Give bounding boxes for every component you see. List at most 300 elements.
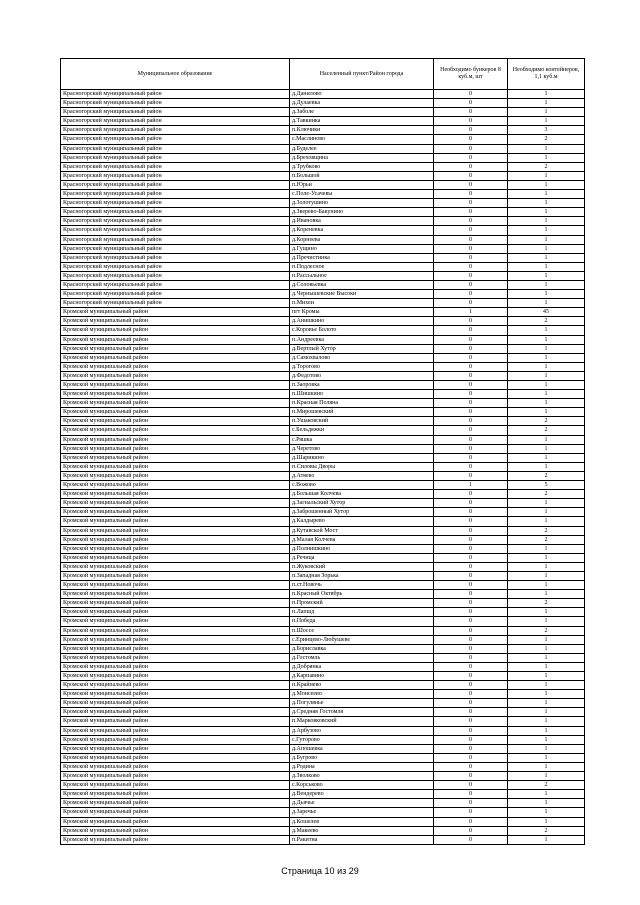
table-row [61, 399, 585, 408]
cell-settlement: с.Ряшка [290, 435, 434, 444]
cell-bunkers: 0 [434, 362, 508, 371]
cell-containers: 1 [508, 271, 585, 280]
cell-bunkers: 0 [434, 653, 508, 662]
table-row [61, 708, 585, 717]
cell-settlement: п.Михеи [290, 299, 434, 308]
cell-settlement: с.Еринцево-Любушеве [290, 635, 434, 644]
cell-containers: 1 [508, 299, 585, 308]
cell-municipality: Кромской муниципальный район [61, 526, 290, 535]
cell-settlement: п.Шишкино [290, 390, 434, 399]
cell-containers: 1 [508, 744, 585, 753]
table-row [61, 790, 585, 799]
table-header-row [61, 59, 585, 90]
header-bunkers: Необходимо бункеров 8 куб.м, шт [434, 59, 508, 90]
cell-settlement: д.Большая Колчева [290, 490, 434, 499]
cell-bunkers: 0 [434, 262, 508, 271]
table-row [61, 544, 585, 553]
cell-municipality: Кромской муниципальный район [61, 808, 290, 817]
cell-containers: 1 [508, 290, 585, 299]
cell-bunkers: 0 [434, 190, 508, 199]
cell-municipality: Кромской муниципальный район [61, 326, 290, 335]
table-row [61, 426, 585, 435]
cell-bunkers: 0 [434, 144, 508, 153]
cell-settlement: д.Тавкинка [290, 117, 434, 126]
cell-bunkers: 0 [434, 290, 508, 299]
table-row [61, 371, 585, 380]
table-row [61, 262, 585, 271]
table-row [61, 199, 585, 208]
cell-municipality: Кромской муниципальный район [61, 562, 290, 571]
cell-settlement: д.Кореневка [290, 226, 434, 235]
cell-municipality: Кромской муниципальный район [61, 735, 290, 744]
cell-settlement: п.Юрьи [290, 180, 434, 189]
table-row [61, 135, 585, 144]
cell-municipality: Кромской муниципальный район [61, 799, 290, 808]
cell-municipality: Красногорский муниципальный район [61, 226, 290, 235]
cell-containers: 1 [508, 672, 585, 681]
cell-municipality: Кромской муниципальный район [61, 344, 290, 353]
cell-containers: 1 [508, 553, 585, 562]
cell-settlement: д.Малая Колчева [290, 535, 434, 544]
table-row [61, 317, 585, 326]
cell-containers: 5 [508, 481, 585, 490]
cell-bunkers: 0 [434, 817, 508, 826]
table-row [61, 526, 585, 535]
cell-settlement: д.Бреховщина [290, 153, 434, 162]
cell-bunkers: 0 [434, 317, 508, 326]
cell-settlement: п.ст.Новочь [290, 581, 434, 590]
cell-settlement: д.Гущино [290, 244, 434, 253]
cell-settlement: п.Лапшд [290, 608, 434, 617]
cell-containers: 2 [508, 599, 585, 608]
cell-bunkers: 0 [434, 571, 508, 580]
cell-bunkers: 0 [434, 781, 508, 790]
cell-municipality: Красногорский муниципальный район [61, 171, 290, 180]
cell-municipality: Красногорский муниципальный район [61, 190, 290, 199]
cell-settlement: п.Красный Октябрь [290, 590, 434, 599]
header-settlement: Населенный пункт/Район города [290, 59, 434, 90]
cell-settlement: д.Карпавино [290, 672, 434, 681]
cell-bunkers: 0 [434, 235, 508, 244]
cell-settlement: п.Ушаковский [290, 417, 434, 426]
cell-containers: 1 [508, 790, 585, 799]
cell-municipality: Кромской муниципальный район [61, 690, 290, 699]
cell-settlement: д.Зволково [290, 772, 434, 781]
cell-municipality: Кромской муниципальный район [61, 744, 290, 753]
cell-containers: 2 [508, 135, 585, 144]
table-row [61, 353, 585, 362]
cell-bunkers: 0 [434, 835, 508, 844]
cell-municipality: Кромской муниципальный район [61, 653, 290, 662]
cell-settlement: д.Гостомль [290, 653, 434, 662]
cell-municipality: Кромской муниципальный район [61, 490, 290, 499]
cell-settlement: п.Заоровка [290, 381, 434, 390]
table-row [61, 553, 585, 562]
cell-municipality: Красногорский муниципальный район [61, 99, 290, 108]
cell-bunkers: 0 [434, 417, 508, 426]
cell-bunkers: 0 [434, 608, 508, 617]
cell-containers: 1 [508, 762, 585, 771]
cell-containers: 1 [508, 180, 585, 189]
cell-containers: 1 [508, 117, 585, 126]
table-row [61, 444, 585, 453]
table-row [61, 826, 585, 835]
table-row [61, 126, 585, 135]
cell-municipality: Кромской муниципальный район [61, 499, 290, 508]
cell-bunkers: 0 [434, 644, 508, 653]
cell-settlement: д.Макеево [290, 826, 434, 835]
cell-municipality: Кромской муниципальный район [61, 581, 290, 590]
cell-settlement: д.Буделее [290, 144, 434, 153]
cell-containers: 2 [508, 526, 585, 535]
cell-containers: 2 [508, 826, 585, 835]
cell-containers: 1 [508, 562, 585, 571]
cell-containers: 1 [508, 581, 585, 590]
table-row [61, 672, 585, 681]
table-row [61, 235, 585, 244]
cell-bunkers: 0 [434, 108, 508, 117]
cell-bunkers: 0 [434, 517, 508, 526]
table-row [61, 608, 585, 617]
cell-containers: 2 [508, 317, 585, 326]
cell-containers: 1 [508, 90, 585, 99]
cell-bunkers: 0 [434, 126, 508, 135]
table-row [61, 453, 585, 462]
cell-containers: 2 [508, 626, 585, 635]
cell-municipality: Красногорский муниципальный район [61, 90, 290, 99]
cell-containers: 1 [508, 799, 585, 808]
table-row [61, 481, 585, 490]
table-row [61, 499, 585, 508]
cell-bunkers: 0 [434, 617, 508, 626]
table-row [61, 217, 585, 226]
cell-municipality: Кромской муниципальный район [61, 553, 290, 562]
cell-settlement: п.Крайнево [290, 681, 434, 690]
table-row [61, 299, 585, 308]
cell-settlement: д.Апошевка [290, 744, 434, 753]
table-row [61, 644, 585, 653]
cell-municipality: Красногорский муниципальный район [61, 208, 290, 217]
cell-settlement: с.Вожово [290, 481, 434, 490]
table-body [61, 90, 585, 845]
cell-municipality: Красногорский муниципальный район [61, 126, 290, 135]
cell-settlement: д.Заболе [290, 108, 434, 117]
table-row [61, 99, 585, 108]
cell-municipality: Кромской муниципальный район [61, 644, 290, 653]
cell-municipality: Кромской муниципальный район [61, 708, 290, 717]
table-row [61, 535, 585, 544]
cell-municipality: Кромской муниципальный район [61, 453, 290, 462]
cell-settlement: п.Западная Зорька [290, 571, 434, 580]
cell-containers: 1 [508, 190, 585, 199]
cell-municipality: Красногорский муниципальный район [61, 108, 290, 117]
cell-municipality: Кромской муниципальный район [61, 626, 290, 635]
cell-settlement: д.Вертлый Хутор [290, 344, 434, 353]
cell-bunkers: 0 [434, 180, 508, 189]
cell-settlement: д.Бугрово [290, 753, 434, 762]
cell-bunkers: 0 [434, 208, 508, 217]
cell-containers: 1 [508, 235, 585, 244]
cell-bunkers: 0 [434, 662, 508, 671]
table-row [61, 280, 585, 289]
cell-municipality: Кромской муниципальный район [61, 462, 290, 471]
cell-municipality: Красногорский муниципальный район [61, 271, 290, 280]
cell-containers: 1 [508, 662, 585, 671]
table-row [61, 153, 585, 162]
cell-containers: 1 [508, 344, 585, 353]
cell-containers: 1 [508, 280, 585, 289]
cell-containers: 1 [508, 753, 585, 762]
cell-bunkers: 0 [434, 499, 508, 508]
table-row [61, 772, 585, 781]
cell-bunkers: 0 [434, 744, 508, 753]
cell-settlement: д.Дулаевка [290, 99, 434, 108]
cell-settlement: д.Зверево-Бакунино [290, 208, 434, 217]
waste-container-table [60, 58, 585, 845]
cell-settlement: п.Подлесное [290, 262, 434, 271]
table-row [61, 335, 585, 344]
table-row [61, 690, 585, 699]
cell-municipality: Кромской муниципальный район [61, 571, 290, 580]
cell-containers: 1 [508, 635, 585, 644]
cell-containers: 2 [508, 490, 585, 499]
cell-containers: 1 [508, 699, 585, 708]
cell-bunkers: 0 [434, 681, 508, 690]
cell-containers: 1 [508, 453, 585, 462]
cell-containers: 1 [508, 590, 585, 599]
cell-settlement: д.Кутавской Мост [290, 526, 434, 535]
cell-municipality: Красногорский муниципальный район [61, 262, 290, 271]
cell-bunkers: 0 [434, 371, 508, 380]
cell-municipality: Кромской муниципальный район [61, 599, 290, 608]
cell-bunkers: 0 [434, 699, 508, 708]
table-row [61, 408, 585, 417]
cell-municipality: Кромской муниципальный район [61, 426, 290, 435]
table-row [61, 699, 585, 708]
cell-containers: 1 [508, 399, 585, 408]
cell-bunkers: 0 [434, 526, 508, 535]
cell-bunkers: 1 [434, 481, 508, 490]
cell-municipality: Кромской муниципальный район [61, 517, 290, 526]
table-row [61, 253, 585, 262]
table-row [61, 308, 585, 317]
cell-settlement: д.Арбузово [290, 726, 434, 735]
cell-municipality: Красногорский муниципальный район [61, 144, 290, 153]
cell-containers: 1 [508, 408, 585, 417]
cell-bunkers: 0 [434, 708, 508, 717]
cell-containers: 1 [508, 708, 585, 717]
cell-municipality: Кромской муниципальный район [61, 635, 290, 644]
cell-bunkers: 0 [434, 626, 508, 635]
header-containers: Необходимо контейнеров, 1,1 куб.м [508, 59, 585, 90]
cell-settlement: д.Федотово [290, 371, 434, 380]
cell-settlement: д.Добрянка [290, 662, 434, 671]
cell-containers: 1 [508, 735, 585, 744]
cell-bunkers: 0 [434, 153, 508, 162]
table-row [61, 590, 585, 599]
cell-bunkers: 0 [434, 299, 508, 308]
cell-bunkers: 0 [434, 280, 508, 289]
cell-municipality: Кромской муниципальный район [61, 726, 290, 735]
table-row [61, 471, 585, 480]
cell-bunkers: 0 [434, 826, 508, 835]
cell-settlement: п.Шоссе [290, 626, 434, 635]
cell-settlement: д.Ивановка [290, 217, 434, 226]
table-row [61, 599, 585, 608]
table-row [61, 326, 585, 335]
cell-municipality: Кромской муниципальный район [61, 381, 290, 390]
cell-containers: 1 [508, 772, 585, 781]
cell-municipality: Красногорский муниципальный район [61, 199, 290, 208]
table-row [61, 781, 585, 790]
cell-municipality: Кромской муниципальный район [61, 762, 290, 771]
cell-municipality: Кромской муниципальный район [61, 435, 290, 444]
cell-containers: 2 [508, 781, 585, 790]
cell-bunkers: 0 [434, 271, 508, 280]
cell-settlement: с.Бельдяжки [290, 426, 434, 435]
cell-settlement: п.Силовы Дворы [290, 462, 434, 471]
cell-settlement: с.Коровье Болото [290, 326, 434, 335]
cell-containers: 1 [508, 217, 585, 226]
cell-settlement: п.Мирошевский [290, 408, 434, 417]
cell-bunkers: 0 [434, 735, 508, 744]
cell-containers: 2 [508, 535, 585, 544]
cell-bunkers: 0 [434, 535, 508, 544]
cell-bunkers: 0 [434, 171, 508, 180]
cell-settlement: д.Полнишкино [290, 544, 434, 553]
table-row [61, 180, 585, 189]
cell-settlement: д.Данилово [290, 90, 434, 99]
cell-settlement: д.Моисеево [290, 690, 434, 699]
cell-municipality: Кромской муниципальный район [61, 753, 290, 762]
cell-containers: 1 [508, 244, 585, 253]
cell-containers: 1 [508, 171, 585, 180]
cell-settlement: д.Бориславка [290, 644, 434, 653]
cell-settlement: с.Корськово [290, 781, 434, 790]
cell-municipality: Кромской муниципальный район [61, 371, 290, 380]
cell-bunkers: 0 [434, 99, 508, 108]
cell-bunkers: 0 [434, 753, 508, 762]
cell-municipality: Кромской муниципальный район [61, 781, 290, 790]
cell-containers: 1 [508, 617, 585, 626]
cell-municipality: Кромской муниципальный район [61, 544, 290, 553]
cell-municipality: Кромской муниципальный район [61, 317, 290, 326]
cell-containers: 1 [508, 690, 585, 699]
cell-municipality: Кромской муниципальный район [61, 390, 290, 399]
table-row [61, 362, 585, 371]
cell-containers: 1 [508, 444, 585, 453]
cell-containers: 1 [508, 353, 585, 362]
cell-containers: 2 [508, 162, 585, 171]
cell-bunkers: 0 [434, 353, 508, 362]
cell-settlement: п.Ключики [290, 126, 434, 135]
cell-bunkers: 0 [434, 562, 508, 571]
table-row [61, 117, 585, 126]
cell-municipality: Кромской муниципальный район [61, 826, 290, 835]
table-row [61, 90, 585, 99]
cell-bunkers: 0 [434, 772, 508, 781]
cell-containers: 1 [508, 253, 585, 262]
cell-municipality: Красногорский муниципальный район [61, 253, 290, 262]
cell-containers: 1 [508, 608, 585, 617]
table-row [61, 462, 585, 471]
cell-settlement: д.Средняя Гостомля [290, 708, 434, 717]
table-row [61, 581, 585, 590]
cell-bunkers: 0 [434, 335, 508, 344]
cell-containers: 1 [508, 262, 585, 271]
cell-municipality: Красногорский муниципальный район [61, 299, 290, 308]
cell-settlement: п.Рассыльное [290, 271, 434, 280]
cell-containers: 1 [508, 435, 585, 444]
cell-containers: 1 [508, 544, 585, 553]
cell-settlement: п.Ракитна [290, 835, 434, 844]
cell-bunkers: 0 [434, 408, 508, 417]
cell-bunkers: 0 [434, 726, 508, 735]
cell-bunkers: 0 [434, 344, 508, 353]
table-row [61, 744, 585, 753]
cell-bunkers: 0 [434, 244, 508, 253]
cell-bunkers: 0 [434, 117, 508, 126]
cell-settlement: д.Пречистинка [290, 253, 434, 262]
table-row [61, 753, 585, 762]
table-row [61, 144, 585, 153]
table-row [61, 562, 585, 571]
table-row [61, 762, 585, 771]
cell-containers: 2 [508, 471, 585, 480]
table-row [61, 171, 585, 180]
cell-containers: 2 [508, 417, 585, 426]
cell-settlement: д.Загнальский Хутор [290, 499, 434, 508]
cell-municipality: Кромской муниципальный район [61, 444, 290, 453]
cell-containers: 1 [508, 517, 585, 526]
table-row [61, 390, 585, 399]
table-row [61, 344, 585, 353]
table-row [61, 835, 585, 844]
cell-municipality: Красногорский муниципальный район [61, 117, 290, 126]
cell-containers: 1 [508, 462, 585, 471]
cell-settlement: д.Соловьевка [290, 280, 434, 289]
table-row [61, 226, 585, 235]
cell-municipality: Кромской муниципальный район [61, 717, 290, 726]
cell-municipality: Кромской муниципальный район [61, 481, 290, 490]
cell-municipality: Кромской муниципальный район [61, 835, 290, 844]
header-municipality: Муниципальное образование [61, 59, 290, 90]
cell-bunkers: 0 [434, 435, 508, 444]
cell-containers: 1 [508, 835, 585, 844]
table-row [61, 726, 585, 735]
cell-municipality: Кромской муниципальный район [61, 681, 290, 690]
cell-settlement: п.Марковковский [290, 717, 434, 726]
cell-containers: 1 [508, 226, 585, 235]
cell-containers: 1 [508, 153, 585, 162]
table-row [61, 244, 585, 253]
page-number: Страница 10 из 29 [281, 866, 359, 876]
cell-settlement: пгт Кромы [290, 308, 434, 317]
cell-bunkers: 0 [434, 462, 508, 471]
cell-bunkers: 0 [434, 471, 508, 480]
table-row [61, 417, 585, 426]
cell-municipality: Кромской муниципальный район [61, 772, 290, 781]
cell-settlement: п.Большой [290, 171, 434, 180]
cell-containers: 1 [508, 817, 585, 826]
table-row [61, 799, 585, 808]
cell-bunkers: 0 [434, 426, 508, 435]
cell-bunkers: 0 [434, 326, 508, 335]
table-row [61, 808, 585, 817]
cell-bunkers: 0 [434, 790, 508, 799]
cell-municipality: Кромской муниципальный район [61, 471, 290, 480]
cell-settlement: д.Самохвалово [290, 353, 434, 362]
